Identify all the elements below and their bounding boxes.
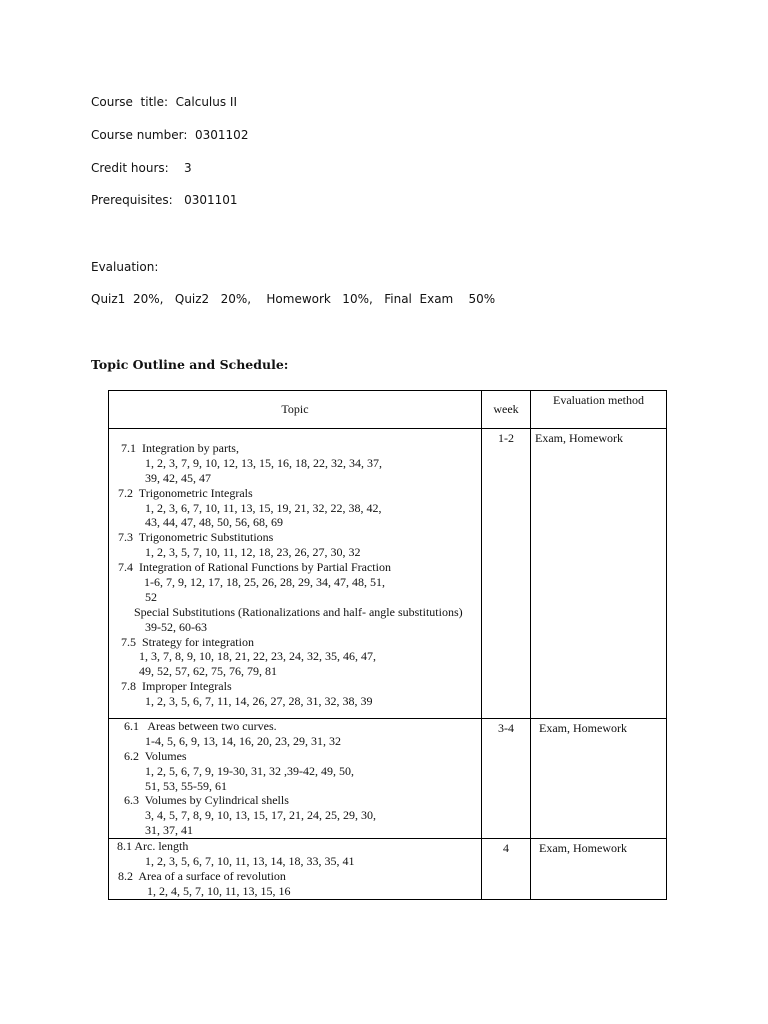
exercise-line: 1-4, 5, 6, 9, 13, 14, 16, 20, 23, 29, 31, 32 xyxy=(145,733,341,748)
evaluation-breakdown: Quiz1 20%, Quiz2 20%, Homework 10%, Final Exam 50% xyxy=(91,292,496,306)
exercise-line: 1, 2, 3, 5, 7, 10, 11, 12, 18, 23, 26, 27, 30, 32 xyxy=(145,545,361,560)
week-cell: 1-2 xyxy=(482,429,531,719)
exercise-line: 3, 4, 5, 7, 8, 9, 10, 13, 15, 17, 21, 24, 25, 29, 30, xyxy=(145,808,376,823)
exercise-line: 1, 2, 3, 5, 6, 7, 11, 14, 26, 27, 28, 31, 32, 38, 39 xyxy=(145,694,373,709)
table-header-row xyxy=(109,391,667,429)
evaluation-cell: Exam, Homework xyxy=(531,429,667,719)
topic-line: 7.5 Strategy for integration xyxy=(121,634,254,649)
exercise-line: 1, 2, 5, 6, 7, 9, 19-30, 31, 32 ,39-42, 49, 50, xyxy=(145,763,354,778)
table-row xyxy=(109,429,667,719)
exercise-line: 43, 44, 47, 48, 50, 56, 68, 69 xyxy=(145,515,283,530)
exercise-line: 1, 3, 7, 8, 9, 10, 18, 21, 22, 23, 24, 32, 35, 46, 47, xyxy=(139,649,376,664)
topic-line: 6.1 Areas between two curves. xyxy=(124,719,277,734)
schedule-heading: Topic Outline and Schedule: xyxy=(91,357,289,372)
exercise-line: 31, 37, 41 xyxy=(145,823,193,838)
credit-hours: Credit hours: 3 xyxy=(91,161,192,175)
course-title: Course title: Calculus II xyxy=(91,95,238,109)
evaluation-cell: Exam, Homework xyxy=(531,719,667,839)
exercise-line: 51, 53, 55-59, 61 xyxy=(145,778,227,793)
topic-column-header: Topic xyxy=(109,391,482,429)
exercise-line: 1, 2, 3, 6, 7, 10, 11, 13, 15, 19, 21, 32, 22, 38, 42, xyxy=(145,500,382,515)
topic-line: 6.2 Volumes xyxy=(124,748,187,763)
exercise-line: 49, 52, 57, 62, 75, 76, 79, 81 xyxy=(139,664,277,679)
exercise-line: 52 xyxy=(145,589,157,604)
topic-cell xyxy=(109,429,482,719)
topic-line: 7.1 Integration by parts, xyxy=(121,441,239,455)
course-number: Course number: 0301102 xyxy=(91,128,249,142)
topic-line: 7.2 Trigonometric Integrals xyxy=(118,485,253,500)
exercise-line: 1, 2, 4, 5, 7, 10, 11, 13, 15, 16 xyxy=(147,883,291,898)
topic-line: 7.3 Trigonometric Substitutions xyxy=(118,530,274,545)
week-cell: 4 xyxy=(482,839,531,900)
prerequisites: Prerequisites: 0301101 xyxy=(91,193,238,207)
table-row xyxy=(109,839,667,900)
exercise-line: 1-6, 7, 9, 12, 17, 18, 25, 26, 28, 29, 34, 47, 48, 51, xyxy=(144,575,385,590)
topic-line: 6.3 Volumes by Cylindrical shells xyxy=(124,793,289,808)
topic-line: 8.2 Area of a surface of revolution xyxy=(118,868,286,883)
topic-line: 7.8 Improper Integrals xyxy=(121,679,232,694)
exercise-line: 1, 2, 3, 5, 6, 7, 10, 11, 13, 14, 18, 33, 35, 41 xyxy=(145,854,355,869)
week-cell: 3-4 xyxy=(482,719,531,839)
evaluation-cell: Exam, Homework xyxy=(531,839,667,900)
topic-cell xyxy=(109,719,482,839)
topic-line: Special Substitutions (Rationalizations and half- angle substitutions) xyxy=(134,604,463,619)
topic-line: 7.4 Integration of Rational Functions by Partial Fraction xyxy=(118,560,391,575)
evaluation-label: Evaluation: xyxy=(91,260,159,274)
exercise-line: 1, 2, 3, 7, 9, 10, 12, 13, 15, 16, 18, 22, 32, 34, 37, xyxy=(145,455,382,470)
schedule-table xyxy=(108,390,667,900)
topic-line: 8.1 Arc. length xyxy=(117,839,189,854)
evaluation-column-header: Evaluation method xyxy=(531,391,667,429)
topic-cell xyxy=(109,839,482,900)
exercise-line: 39-52, 60-63 xyxy=(145,619,207,634)
table-row xyxy=(109,719,667,839)
exercise-line: 39, 42, 45, 47 xyxy=(145,470,211,485)
week-column-header: week xyxy=(482,391,531,429)
